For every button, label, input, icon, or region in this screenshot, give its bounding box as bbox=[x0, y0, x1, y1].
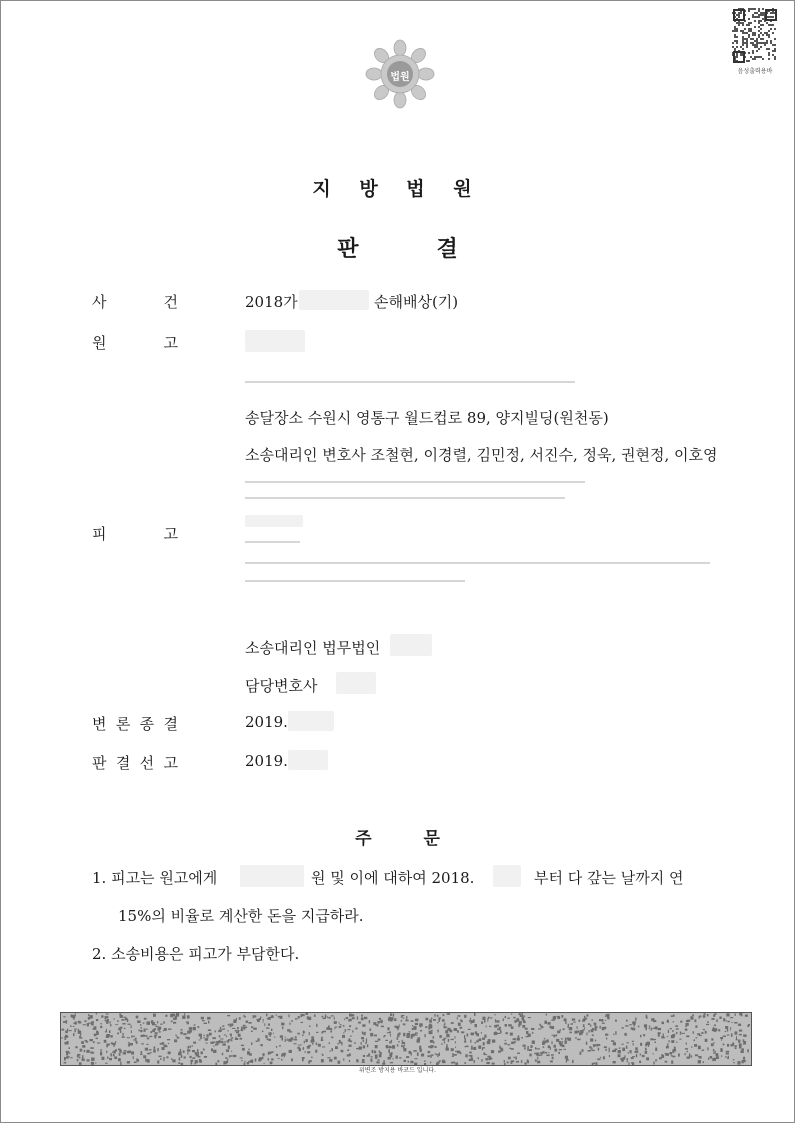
redaction bbox=[299, 290, 369, 310]
redacted-line bbox=[245, 580, 465, 582]
case-label: 사 건 bbox=[92, 293, 178, 311]
defendant-lead-attorney: 담당변호사 bbox=[245, 677, 318, 695]
plaintiff-label: 원 고 bbox=[92, 334, 178, 352]
redaction bbox=[288, 750, 328, 770]
redacted-line bbox=[245, 497, 565, 499]
qr-code-icon bbox=[732, 8, 778, 64]
redaction bbox=[390, 634, 432, 656]
redacted-line bbox=[245, 562, 710, 564]
redacted-line bbox=[245, 381, 575, 383]
redacted-line bbox=[245, 481, 585, 483]
redaction bbox=[245, 515, 303, 527]
judgment-date: 2019. bbox=[245, 752, 288, 770]
redaction bbox=[288, 711, 334, 731]
judgment-date-label: 판 결 선 고 bbox=[92, 754, 178, 772]
plaintiff-service-address: 송달장소 수원시 영통구 월드컵로 89, 양지빌딩(원천동) bbox=[245, 409, 609, 427]
plaintiff-attorneys: 소송대리인 변호사 조철현, 이경렬, 김민정, 서진수, 정욱, 권현정, 이호영 bbox=[245, 446, 718, 464]
closing-date-label: 변 론 종 결 bbox=[92, 715, 178, 733]
order-item-2: 2. 소송비용은 피고가 부담한다. bbox=[92, 945, 300, 963]
order-item-1-part-c: 부터 다 갚는 날까지 연 bbox=[534, 869, 684, 887]
seal-text: 법원 bbox=[390, 72, 410, 83]
order-item-1-line-2: 15%의 비율로 계산한 돈을 지급하라. bbox=[118, 907, 364, 925]
redaction bbox=[245, 330, 305, 352]
order-item-1-part-a: 1. 피고는 원고에게 bbox=[92, 869, 218, 887]
redaction bbox=[336, 672, 376, 694]
closing-date: 2019. bbox=[245, 713, 288, 731]
redaction bbox=[493, 865, 521, 887]
corner-code-label: 음성출력용바 bbox=[737, 68, 773, 75]
defendant-attorney: 소송대리인 법무법인 bbox=[245, 639, 381, 657]
case-number: 2018가 bbox=[245, 293, 298, 311]
order-title: 주문 bbox=[355, 829, 492, 849]
court-name: 지 방 법 원 bbox=[312, 178, 483, 200]
document-title: 판결 bbox=[337, 237, 536, 262]
anti-forgery-barcode bbox=[60, 1012, 752, 1066]
barcode-label: 위변조 방지용 바코드 입니다. bbox=[358, 1067, 437, 1074]
redacted-line bbox=[245, 541, 300, 543]
order-item-1-part-b: 원 및 이에 대하여 2018. bbox=[311, 869, 475, 887]
redaction bbox=[240, 865, 304, 887]
defendant-label: 피 고 bbox=[92, 525, 178, 543]
case-name: 손해배상(기) bbox=[374, 293, 459, 311]
